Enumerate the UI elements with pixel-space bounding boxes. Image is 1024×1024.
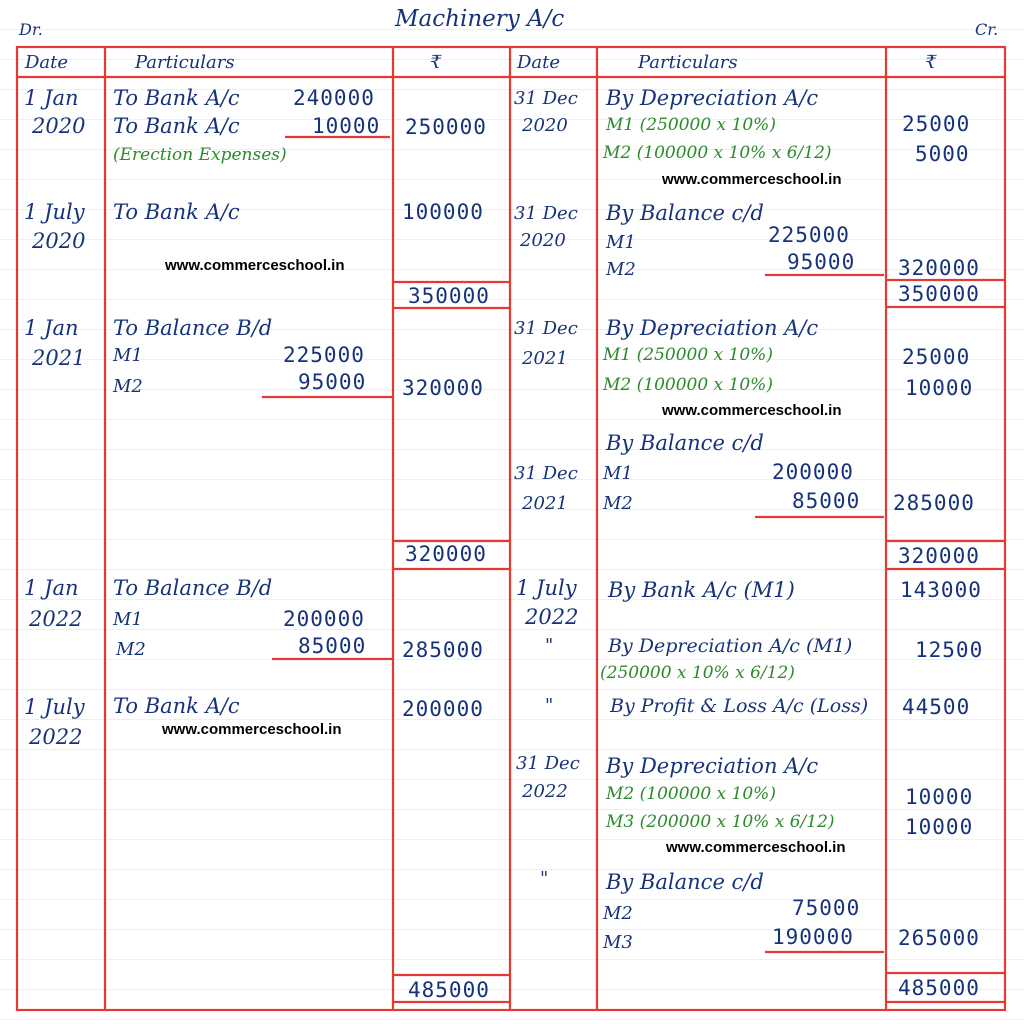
credit-working: M2 (100000 x 10% x 6/12) (603, 143, 832, 163)
credit-date: 31 Dec (514, 463, 578, 484)
debit-amount: 100000 (402, 200, 484, 224)
credit-particular: By Balance c/d (606, 201, 764, 225)
debit-particular: To Balance B/d (113, 576, 273, 600)
credit-sub-amount: 75000 (792, 896, 861, 920)
credit-working: (250000 x 10% x 6/12) (600, 663, 795, 683)
credit-machine: M2 (606, 259, 636, 280)
credit-total: 350000 (898, 282, 980, 306)
credit-amount: 12500 (915, 638, 984, 662)
credit-amount: 285000 (893, 491, 975, 515)
watermark: www.commerceschool.in (666, 839, 846, 856)
debit-date-year: 2020 (32, 229, 86, 253)
debit-amount: 285000 (402, 638, 484, 662)
debit-date-year: 2022 (29, 607, 83, 631)
ledger-title: Machinery A/c (395, 6, 565, 32)
debit-date-year: 2021 (32, 346, 86, 370)
debit-date: 1 Jan (24, 316, 79, 340)
credit-amount: 320000 (898, 256, 980, 280)
credit-particular: By Depreciation A/c (606, 86, 819, 110)
debit-amount: 320000 (402, 376, 484, 400)
credit-amount: 44500 (902, 695, 971, 719)
credit-date-year: 2022 (525, 605, 579, 629)
credit-date: " (545, 695, 554, 716)
watermark: www.commerceschool.in (165, 257, 345, 274)
credit-date: 31 Dec (514, 88, 578, 109)
watermark: www.commerceschool.in (662, 171, 842, 188)
debit-particular: To Bank A/c (113, 200, 240, 224)
credit-amount: 10000 (905, 376, 974, 400)
debit-date-header: Date (25, 52, 69, 73)
debit-total: 485000 (408, 978, 490, 1002)
watermark: www.commerceschool.in (662, 402, 842, 419)
credit-date-year: 2020 (522, 115, 568, 136)
credit-working: M1 (250000 x 10%) (603, 345, 773, 365)
credit-particular: By Balance c/d (606, 870, 764, 894)
credit-amount-header: ₹ (925, 52, 937, 73)
debit-particular: To Bank A/c (113, 694, 240, 718)
debit-date: 1 July (24, 695, 85, 719)
credit-sub-amount: 200000 (772, 460, 854, 484)
debit-total: 350000 (408, 284, 490, 308)
debit-note: (Erection Expenses) (113, 145, 287, 165)
debit-sub-amount: 240000 (293, 86, 375, 110)
debit-label: Dr. (19, 20, 43, 39)
credit-date: 1 July (516, 576, 577, 600)
credit-label: Cr. (975, 20, 999, 39)
credit-working: M2 (100000 x 10%) (603, 375, 773, 395)
debit-machine: M1 (113, 345, 143, 366)
credit-date-year: 2020 (520, 230, 566, 251)
credit-sub-amount: 95000 (787, 250, 856, 274)
debit-date-year: 2020 (32, 114, 86, 138)
credit-particular: By Bank A/c (M1) (608, 578, 795, 602)
credit-date: " (540, 868, 549, 889)
debit-date-year: 2022 (29, 725, 83, 749)
credit-particular: By Depreciation A/c (606, 754, 819, 778)
debit-particulars-header: Particulars (135, 52, 235, 73)
credit-sub-amount: 225000 (768, 223, 850, 247)
credit-particular: By Profit & Loss A/c (Loss) (610, 695, 869, 717)
credit-date-year: 2021 (522, 348, 568, 369)
debit-particular: To Bank A/c (113, 86, 240, 110)
credit-amount: 25000 (902, 112, 971, 136)
debit-particular: To Bank A/c (113, 114, 240, 138)
debit-total: 320000 (405, 542, 487, 566)
debit-date: 1 Jan (24, 576, 79, 600)
debit-sub-amount: 95000 (298, 370, 367, 394)
debit-sub-amount: 85000 (298, 634, 367, 658)
debit-machine: M2 (116, 639, 146, 660)
debit-machine: M1 (113, 609, 143, 630)
credit-amount: 265000 (898, 926, 980, 950)
credit-sub-amount: 190000 (772, 925, 854, 949)
credit-working: M2 (100000 x 10%) (606, 784, 776, 804)
watermark: www.commerceschool.in (162, 721, 342, 738)
credit-amount: 25000 (902, 345, 971, 369)
debit-particular: To Balance B/d (113, 316, 273, 340)
credit-amount: 10000 (905, 815, 974, 839)
debit-amount: 250000 (405, 115, 487, 139)
debit-amount-header: ₹ (430, 52, 442, 73)
credit-particular: By Depreciation A/c (M1) (608, 635, 853, 657)
debit-machine: M2 (113, 376, 143, 397)
debit-date: 1 July (24, 200, 85, 224)
credit-amount: 143000 (900, 578, 982, 602)
credit-date: 31 Dec (516, 753, 580, 774)
debit-date: 1 Jan (24, 86, 79, 110)
credit-date-year: 2022 (522, 781, 568, 802)
debit-sub-amount: 225000 (283, 343, 365, 367)
credit-machine: M3 (603, 932, 633, 953)
credit-sub-amount: 85000 (792, 489, 861, 513)
credit-amount: 5000 (915, 142, 970, 166)
credit-total: 320000 (898, 544, 980, 568)
debit-amount: 200000 (402, 697, 484, 721)
credit-particular: By Balance c/d (606, 431, 764, 455)
credit-date: 31 Dec (514, 203, 578, 224)
credit-machine: M2 (603, 903, 633, 924)
credit-working: M3 (200000 x 10% x 6/12) (606, 812, 835, 832)
credit-date: 31 Dec (514, 318, 578, 339)
credit-particular: By Depreciation A/c (606, 316, 819, 340)
credit-date: " (545, 635, 554, 656)
credit-machine: M1 (603, 463, 633, 484)
credit-machine: M2 (603, 493, 633, 514)
credit-date-header: Date (517, 52, 561, 73)
credit-date-year: 2021 (522, 493, 568, 514)
credit-amount: 10000 (905, 785, 974, 809)
debit-sub-amount: 10000 (312, 114, 381, 138)
credit-machine: M1 (606, 232, 636, 253)
credit-particulars-header: Particulars (638, 52, 738, 73)
debit-sub-amount: 200000 (283, 607, 365, 631)
credit-working: M1 (250000 x 10%) (606, 115, 776, 135)
credit-total: 485000 (898, 976, 980, 1000)
